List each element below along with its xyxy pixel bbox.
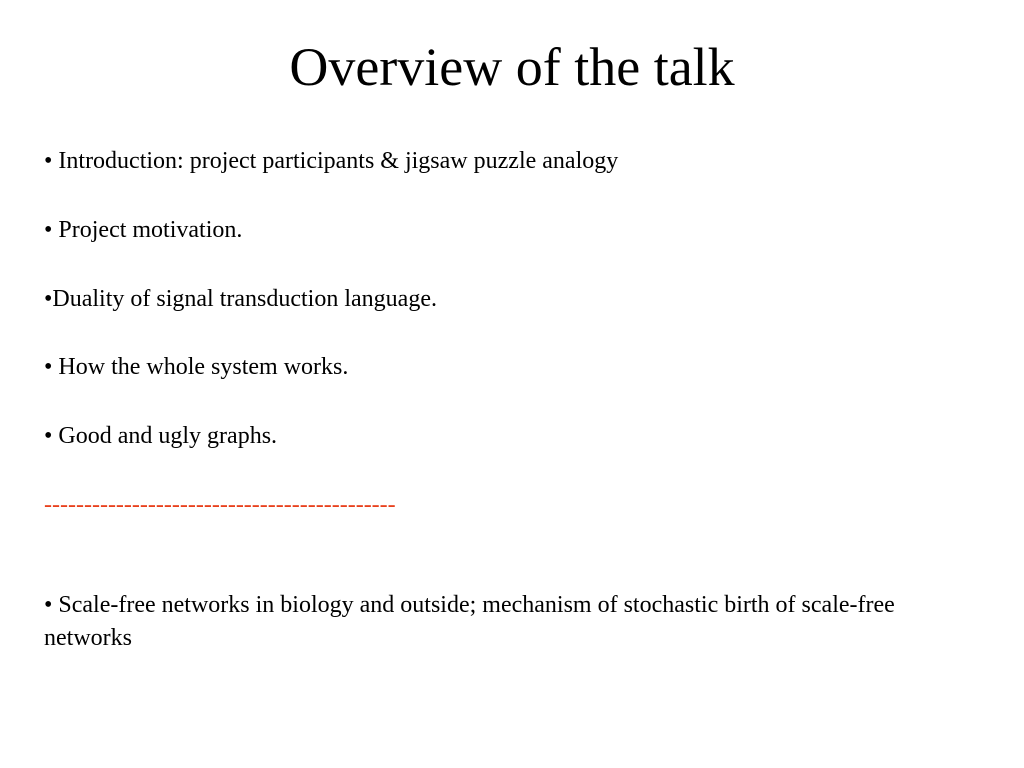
bullet-scale-free-networks: • Scale-free networks in biology and outside; mechanism of stochastic birth of scale-free networks: [44, 592, 895, 651]
bullet-duality: •Duality of signal transduction language.: [44, 286, 437, 312]
bullet-introduction: • Introduction: project participants & jigsaw puzzle analogy: [44, 148, 619, 174]
slide-title: Overview of the talk: [289, 37, 735, 97]
bullet-graphs: • Good and ugly graphs.: [44, 423, 278, 449]
bullet-project-motivation: • Project motivation.: [44, 217, 243, 243]
dashed-separator: --------------------------------------------: [44, 492, 396, 518]
bullet-system-works: • How the whole system works.: [44, 354, 349, 380]
